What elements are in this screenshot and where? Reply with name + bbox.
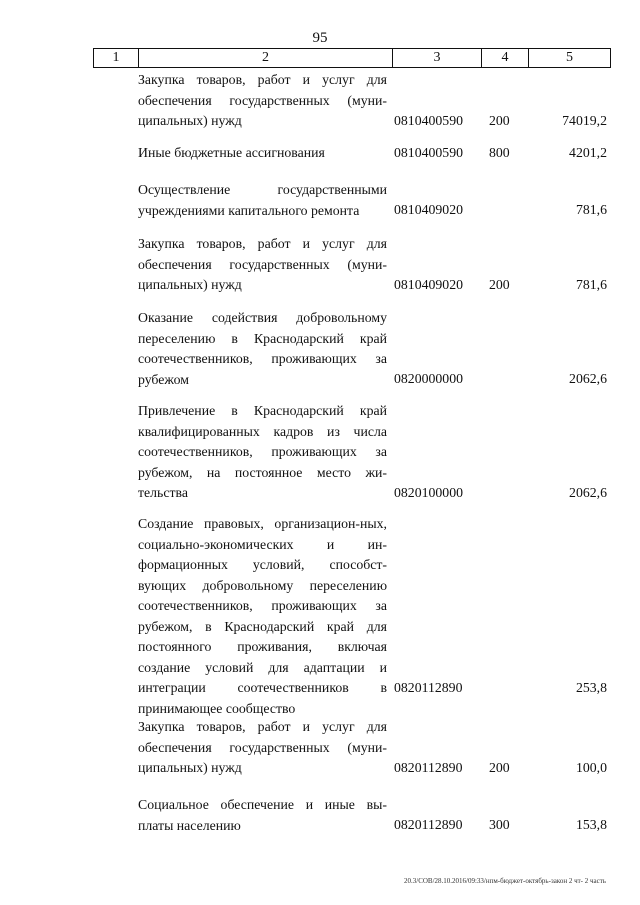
row-type: 800 — [489, 145, 510, 160]
row-code: 0810409020 — [394, 277, 463, 292]
footer-stamp: 20.3/СОВ/28.10.2016/09:33/нпм-бюджет-октябрь-закон 2 чт- 2 часть — [404, 877, 606, 885]
row-description: Оказание содействия добровольному переселению в Краснодарский край соотечественников, проживающих за рубежом — [138, 310, 387, 387]
header-col-1: 1 — [94, 49, 139, 67]
row-description: Создание правовых, организацион-ных, социально-экономических и ин-формационных условий, способст-вующих добровольному переселению соотечественников, проживающих за рубежом, в Краснодарский край для постоянного проживания, включая создание условий для адаптации и интеграции соотечественников в принимающее сообщество — [138, 516, 387, 716]
row-code: 0820100000 — [394, 485, 463, 500]
table-header — [93, 48, 611, 68]
row-code: 0810400590 — [394, 113, 463, 128]
header-col-3: 3 — [393, 49, 482, 67]
row-description: Иные бюджетные ассигнования — [138, 145, 325, 160]
row-amount: 2062,6 — [569, 371, 607, 386]
row-amount: 153,8 — [575, 817, 607, 832]
row-description: Закупка товаров, работ и услуг для обеспечения государственных (муни-ципальных) нужд — [138, 719, 387, 775]
row-type: 200 — [489, 277, 510, 292]
row-code: 0820112890 — [394, 817, 463, 832]
row-description: Осуществление государственными учреждениями капитального ремонта — [138, 182, 387, 218]
row-description: Привлечение в Краснодарский край квалифицированных кадров из числа соотечественников, проживающих за рубежом, на постоянное место жи-тельства — [138, 403, 387, 500]
row-description: Закупка товаров, работ и услуг для обеспечения государственных (муни-ципальных) нужд — [138, 72, 387, 128]
row-code: 0820112890 — [394, 680, 463, 695]
row-description: Закупка товаров, работ и услуг для обеспечения государственных (муни-ципальных) нужд — [138, 236, 387, 292]
header-col-5: 5 — [566, 50, 573, 65]
header-col-4: 4 — [482, 49, 529, 67]
page-number: 95 — [312, 30, 328, 46]
row-type: 200 — [489, 113, 510, 128]
row-code: 0820112890 — [394, 760, 463, 775]
row-code: 0810409020 — [394, 202, 463, 217]
row-code: 0810400590 — [394, 145, 463, 160]
row-code: 0820000000 — [394, 371, 463, 386]
row-amount: 253,8 — [575, 680, 607, 695]
row-type: 300 — [489, 817, 510, 832]
row-amount: 74019,2 — [562, 113, 607, 128]
row-amount: 781,6 — [575, 277, 607, 292]
header-col-2: 2 — [139, 49, 393, 67]
row-type: 200 — [489, 760, 510, 775]
row-amount: 100,0 — [575, 760, 607, 775]
row-amount: 4201,2 — [569, 145, 607, 160]
row-description: Социальное обеспечение и иные вы-платы населению — [138, 797, 387, 833]
row-amount: 2062,6 — [569, 485, 607, 500]
row-amount: 781,6 — [575, 202, 607, 217]
